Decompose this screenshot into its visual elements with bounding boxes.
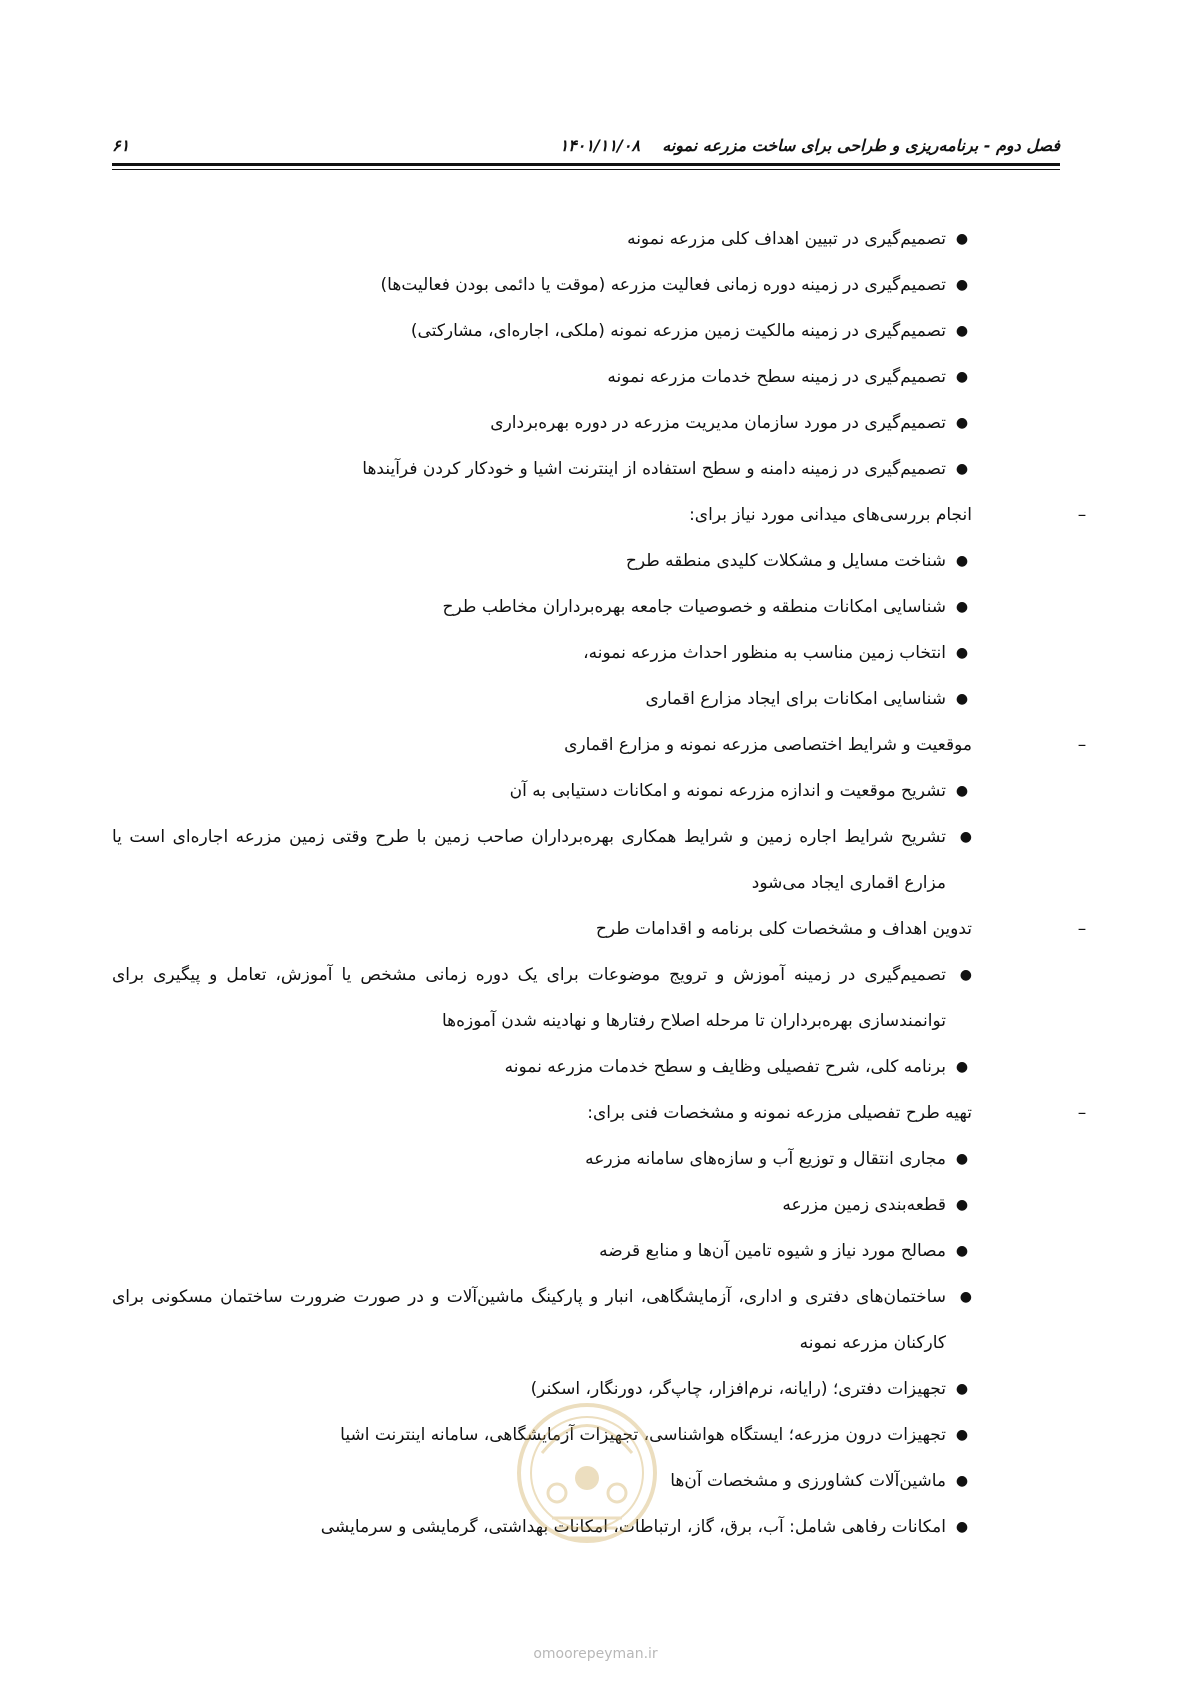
bullet-icon: ● xyxy=(955,691,969,707)
list-item-text: تصمیم‌گیری در زمینه دامنه و سطح استفاده از اینترنت اشیا و خودکار کردن فرآیندها xyxy=(362,459,946,479)
list-item-text: تصمیم‌گیری در زمینه سطح خدمات مزرعه نمونه xyxy=(607,367,946,387)
bullet-icon: ● xyxy=(959,829,972,845)
bullet-list-item xyxy=(112,400,972,446)
page-header xyxy=(112,132,1060,164)
bullet-icon: ● xyxy=(955,1197,969,1213)
bullet-icon: ● xyxy=(955,599,969,615)
bullet-list-item xyxy=(112,1182,972,1228)
dash-list-item xyxy=(112,1090,1087,1136)
bullet-list-item xyxy=(112,308,972,354)
list-item-text: برنامه کلی، شرح تفصیلی وظایف و سطح خدمات مزرعه نمونه xyxy=(504,1057,946,1077)
dash-list-item xyxy=(112,722,1087,768)
bullet-icon: ● xyxy=(955,323,969,339)
bullet-icon: ● xyxy=(955,277,969,293)
list-item-text: ماشین‌آلات کشاورزی و مشخصات آن‌ها xyxy=(670,1471,946,1491)
dash-icon: – xyxy=(1077,735,1087,755)
bullet-list-item xyxy=(112,262,972,308)
dash-icon: – xyxy=(1077,1103,1087,1123)
bullet-list-item xyxy=(112,354,972,400)
bullet-icon: ● xyxy=(955,645,969,661)
list-item-text: تجهیزات دفتری؛ (رایانه، نرم‌افزار، چاپ‌گر، دورنگار، اسکنر) xyxy=(530,1379,946,1399)
bullet-icon: ● xyxy=(955,1519,969,1535)
bullet-icon: ● xyxy=(955,231,969,247)
list-item-text: شناخت مسایل و مشکلات کلیدی منطقه طرح xyxy=(625,551,946,571)
bullet-list-item xyxy=(112,216,972,262)
seal-watermark-icon xyxy=(512,1358,662,1588)
list-item-text: تدوین اهداف و مشخصات کلی برنامه و اقدامات طرح xyxy=(595,919,972,939)
list-item-text: امکانات رفاهی شامل: آب، برق، گاز، ارتباطات، امکانات بهداشتی، گرمایشی و سرمایشی xyxy=(320,1517,946,1537)
list-item-text: تصمیم‌گیری در زمینه مالکیت زمین مزرعه نمونه (ملکی، اجاره‌ای، مشارکتی) xyxy=(410,321,946,341)
list-item-text: انجام بررسی‌های میدانی مورد نیاز برای: xyxy=(689,505,972,525)
bullet-icon: ● xyxy=(955,1243,969,1259)
bullet-icon: ● xyxy=(955,1427,969,1443)
list-item-text: تصمیم‌گیری در تبیین اهداف کلی مزرعه نمونه xyxy=(627,229,946,249)
list-item-text: تصمیم‌گیری در زمینه دوره زمانی فعالیت مزرعه (موقت یا دائمی بودن فعالیت‌ها) xyxy=(380,275,946,295)
bullet-list-item xyxy=(112,584,972,630)
bullet-list-item xyxy=(112,1228,972,1274)
list-item-text: تشریح شرایط اجاره زمین و شرایط همکاری بهره‌برداران صاحب زمین با طرح وقتی زمین مزرعه اجاره‌ای است یا مزارع اقماری ایجاد می‌شود xyxy=(112,827,946,893)
document-body xyxy=(112,216,1087,1550)
bullet-list-item xyxy=(112,446,972,492)
header-date: ۱۴۰۱/۱۱/۰۸ xyxy=(559,136,640,155)
bullet-list-item xyxy=(112,1044,972,1090)
bullet-list-item xyxy=(112,538,972,584)
page-number: ۶۱ xyxy=(112,136,130,155)
list-item-text: قطعه‌بندی زمین مزرعه xyxy=(782,1195,946,1215)
list-item-text: تهیه طرح تفصیلی مزرعه نمونه و مشخصات فنی برای: xyxy=(587,1103,972,1123)
bullet-icon: ● xyxy=(955,1151,969,1167)
bullet-list-item xyxy=(112,1274,972,1366)
bullet-list-item xyxy=(112,768,972,814)
list-item-text: تجهیزات درون مزرعه؛ ایستگاه هواشناسی، تجهیزات آزمایشگاهی، سامانه اینترنت اشیا xyxy=(340,1425,946,1445)
list-item-text: مجاری انتقال و توزیع آب و سازه‌های سامانه مزرعه xyxy=(585,1149,946,1169)
bullet-icon: ● xyxy=(955,369,969,385)
list-item-text: انتخاب زمین مناسب به منظور احداث مزرعه نمونه، xyxy=(583,643,946,663)
list-item-text: شناسایی امکانات برای ایجاد مزارع اقماری xyxy=(645,689,946,709)
bullet-icon: ● xyxy=(955,461,969,477)
watermark-url: omoorepeyman.ir xyxy=(533,1646,658,1662)
bullet-list-item xyxy=(112,676,972,722)
list-item-text: تصمیم‌گیری در مورد سازمان مدیریت مزرعه در دوره بهره‌برداری xyxy=(490,413,946,433)
bullet-list-item xyxy=(112,952,972,1044)
list-item-text: موقعیت و شرایط اختصاصی مزرعه نمونه و مزارع اقماری xyxy=(564,735,972,755)
header-rule-thin xyxy=(112,169,1060,170)
list-item-text: مصالح مورد نیاز و شیوه تامین آن‌ها و منابع قرضه xyxy=(599,1241,946,1261)
bullet-icon: ● xyxy=(959,967,972,983)
list-item-text: شناسایی امکانات منطقه و خصوصیات جامعه بهره‌برداران مخاطب طرح xyxy=(442,597,946,617)
bullet-icon: ● xyxy=(955,1381,969,1397)
bullet-list-item xyxy=(112,630,972,676)
dash-icon: – xyxy=(1077,505,1087,525)
bullet-list-item xyxy=(112,1136,972,1182)
list-item-text: ساختمان‌های دفتری و اداری، آزمایشگاهی، انبار و پارکینگ ماشین‌آلات و در صورت ضرورت ساختمان مسکونی برای کارکنان مزرعه نمونه xyxy=(112,1287,946,1353)
dash-icon: – xyxy=(1077,919,1087,939)
list-item-text: تشریح موقعیت و اندازه مزرعه نمونه و امکانات دستیابی به آن xyxy=(509,781,946,801)
chapter-title: فصل دوم - برنامه‌ریزی و طراحی برای ساخت مزرعه نمونه xyxy=(662,136,1060,155)
bullet-icon: ● xyxy=(955,1473,969,1489)
bullet-icon: ● xyxy=(955,553,969,569)
bullet-icon: ● xyxy=(959,1289,972,1305)
bullet-icon: ● xyxy=(955,783,969,799)
header-rule-thick xyxy=(112,163,1060,166)
bullet-list-item xyxy=(112,814,972,906)
dash-list-item xyxy=(112,906,1087,952)
bullet-icon: ● xyxy=(955,1059,969,1075)
dash-list-item xyxy=(112,492,1087,538)
list-item-text: تصمیم‌گیری در زمینه آموزش و ترویج موضوعات برای یک دوره زمانی مشخص یا آموزش، تعامل و پیگیری برای توانمندسازی بهره‌برداران تا مرحله اصلاح رفتارها و نهادینه شدن آموزه‌ها xyxy=(112,965,946,1031)
bullet-icon: ● xyxy=(955,415,969,431)
